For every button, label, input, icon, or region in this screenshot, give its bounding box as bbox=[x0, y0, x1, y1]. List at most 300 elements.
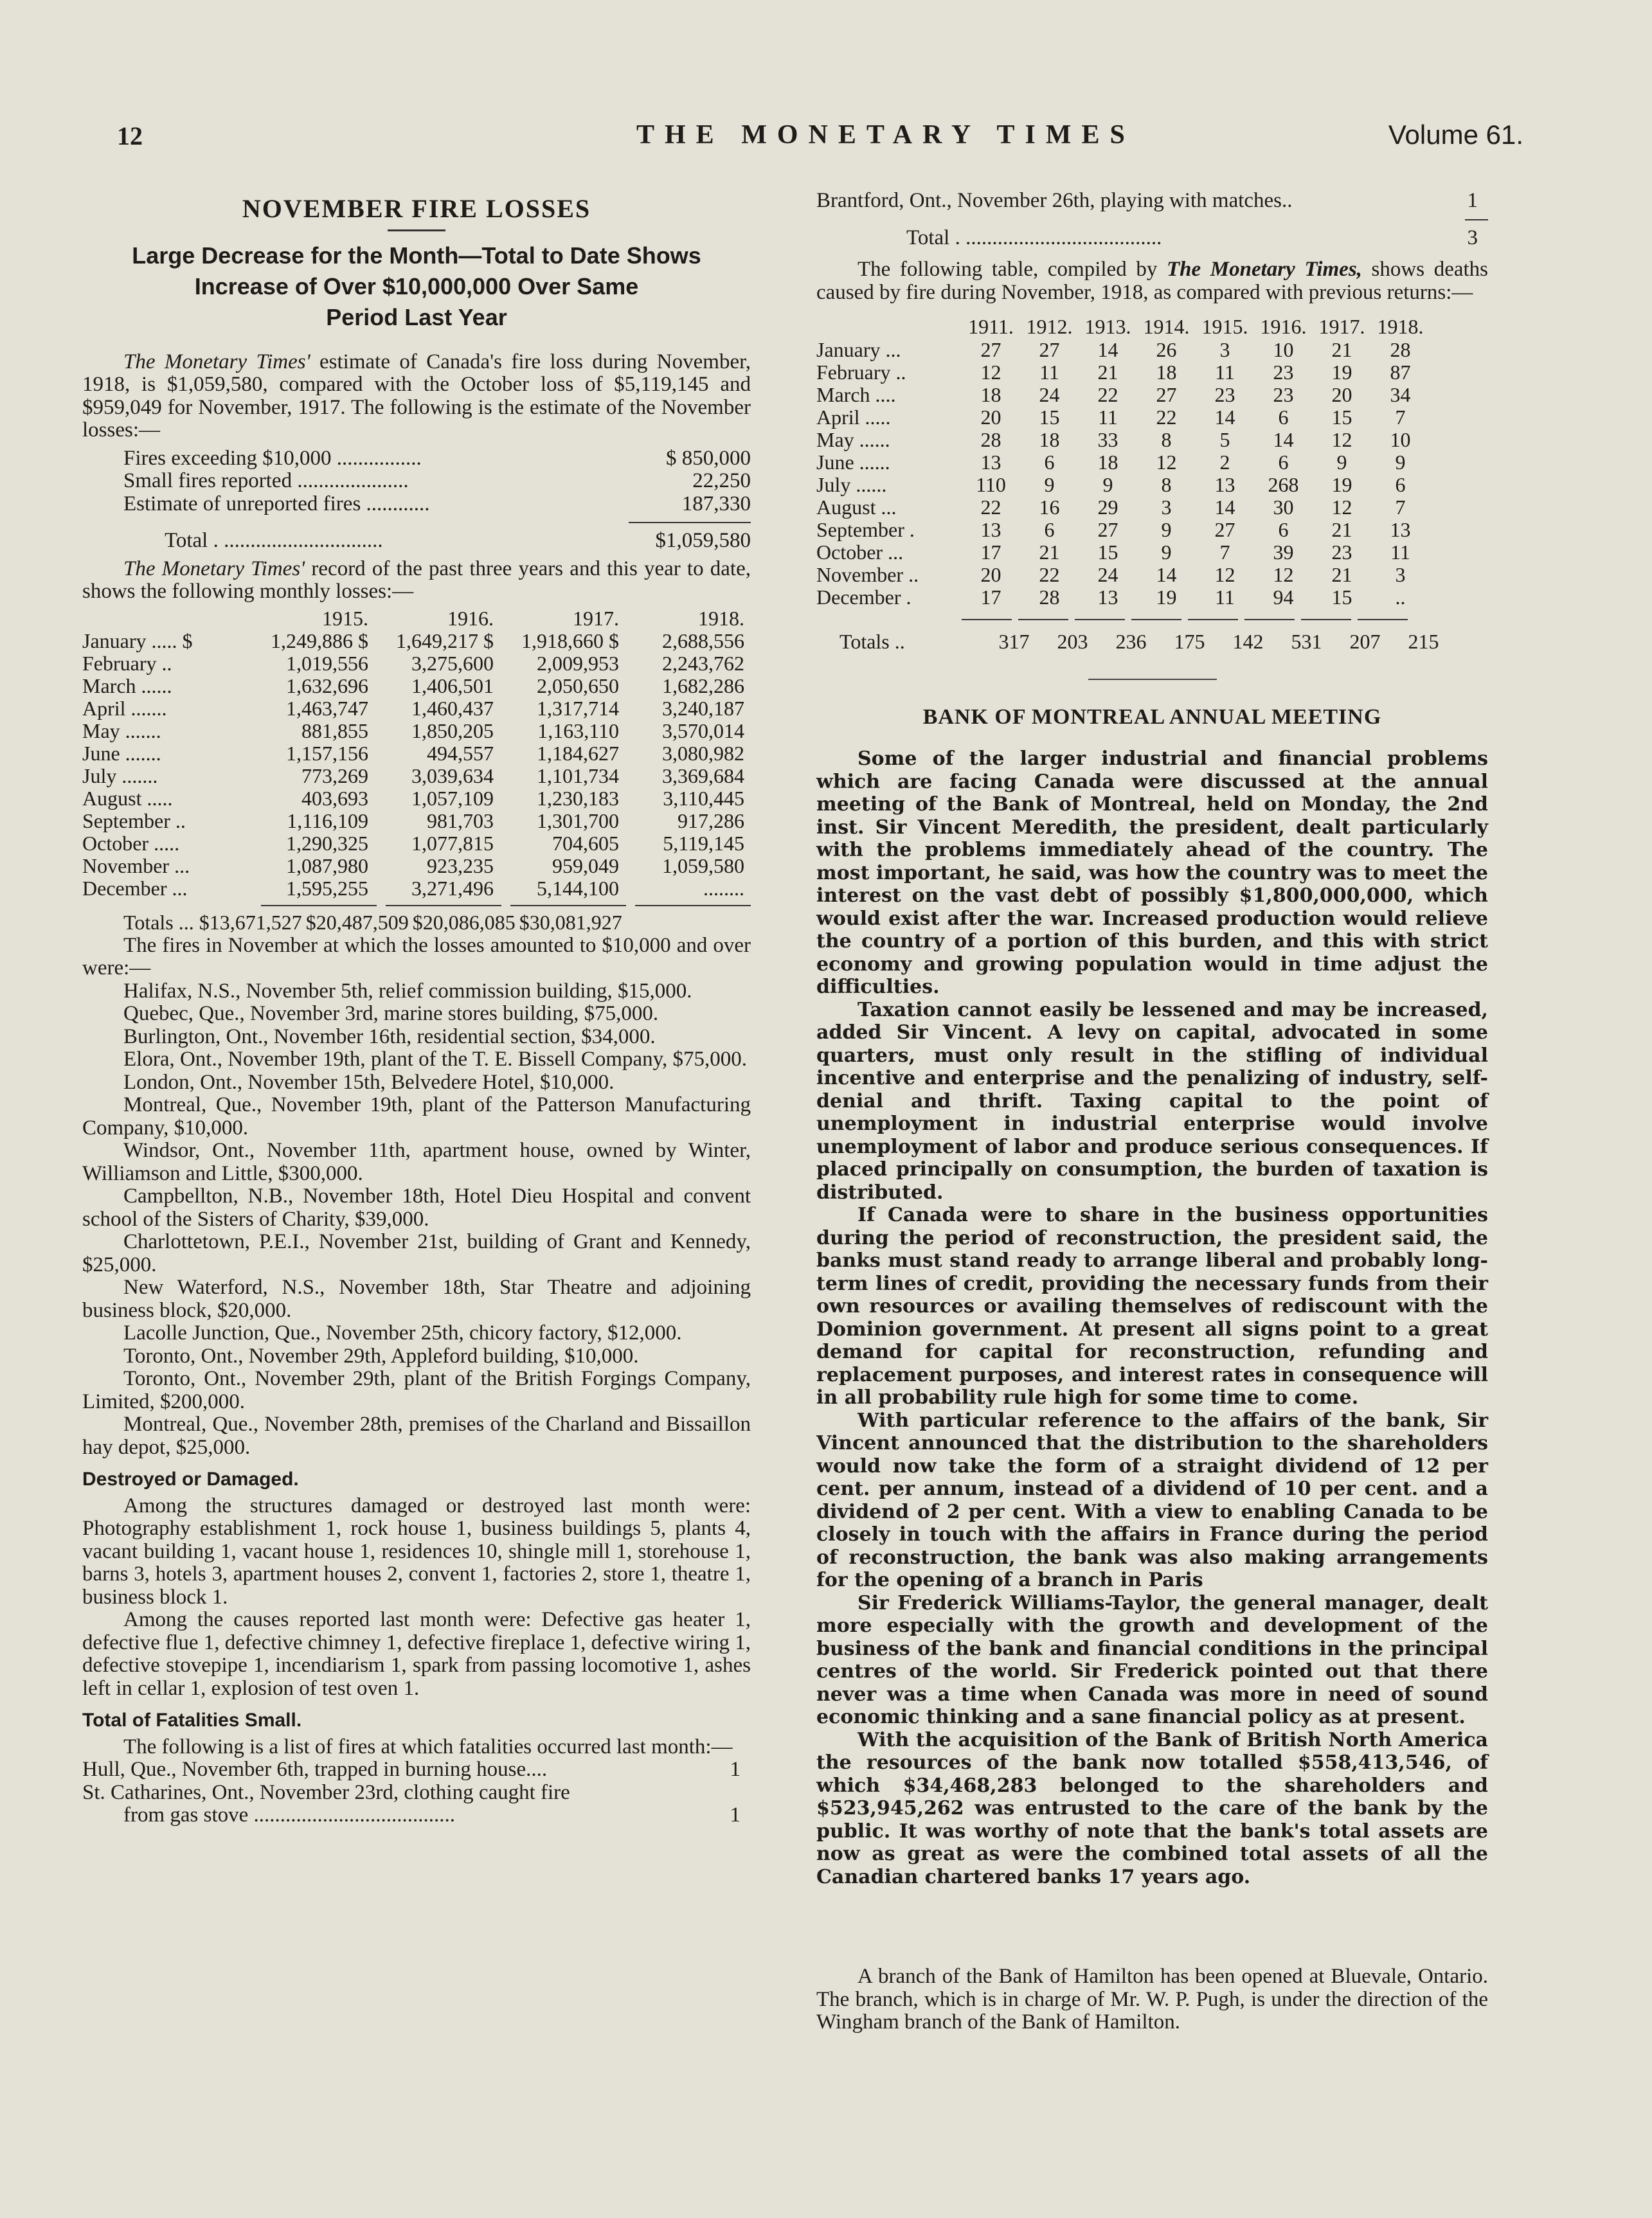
month-cell: October ..... bbox=[82, 832, 180, 855]
loss-cell: 3,275,600 bbox=[411, 652, 494, 675]
year-header: 1913. bbox=[1084, 315, 1131, 338]
loss-cell: 1,649,217 $ bbox=[396, 629, 494, 652]
deaths-cell: 3 bbox=[1219, 337, 1230, 361]
estimate-row bbox=[82, 470, 751, 493]
deaths-cell: 27 bbox=[1097, 517, 1118, 541]
loss-cell: 1,682,286 bbox=[662, 674, 744, 697]
deaths-cell: 15 bbox=[1097, 540, 1118, 564]
table-row bbox=[82, 720, 744, 742]
deaths-cell: 14 bbox=[1214, 405, 1235, 429]
deaths-cell: 22 bbox=[1156, 405, 1177, 429]
totals-value: 203 bbox=[1057, 629, 1088, 653]
loss-cell: 5,119,145 bbox=[663, 832, 744, 855]
deaths-cell: 3 bbox=[1161, 495, 1172, 519]
left-column bbox=[82, 190, 751, 1827]
loss-cell: 3,080,982 bbox=[662, 742, 744, 765]
fire-entry: Toronto, Ont., November 29th, plant of the British Forgings Company, Limited, $200,000. bbox=[82, 1367, 751, 1413]
hamilton-paragraph: A branch of the Bank of Hamilton has been opened at Bluevale, Ontario. The branch, which is in charge of Mr. W. P. Pugh, is under the direction of the Wingham branch of the Bank of Hamilton. bbox=[816, 1965, 1488, 2034]
table-header-row bbox=[816, 316, 1430, 339]
deaths-cell: 13 bbox=[1214, 472, 1235, 496]
total-rule bbox=[629, 522, 751, 523]
deaths-cell: 16 bbox=[1039, 495, 1060, 519]
rule bbox=[510, 905, 626, 906]
deaths-cell: 20 bbox=[980, 405, 1001, 429]
fatality-total-label: Total . ..................................... bbox=[906, 226, 1162, 249]
loss-cell: 1,406,501 bbox=[411, 674, 494, 697]
rule bbox=[261, 905, 377, 906]
month-cell: November .. bbox=[816, 562, 919, 586]
fire-entry: Montreal, Que., November 28th, premises of the Charland and Bissaillon hay depot, $25,000. bbox=[82, 1413, 751, 1459]
month-cell: January ... bbox=[816, 337, 901, 361]
deaths-cell: 15 bbox=[1039, 405, 1060, 429]
loss-cell: 2,243,762 bbox=[662, 652, 744, 675]
deaths-cell: 12 bbox=[1156, 450, 1177, 474]
deaths-cell: 268 bbox=[1268, 472, 1299, 496]
deaths-cell: 13 bbox=[980, 450, 1001, 474]
year-header: 1915. bbox=[322, 606, 368, 630]
deaths-cell: 11 bbox=[1215, 585, 1235, 609]
deaths-cell: 19 bbox=[1331, 472, 1352, 496]
masthead: THE MONETARY TIMES bbox=[636, 120, 1135, 150]
rule bbox=[1075, 619, 1125, 620]
deaths-cell: 6 bbox=[1044, 517, 1055, 541]
table-row bbox=[82, 765, 744, 787]
fatality-text: Brantford, Ont., November 26th, playing with matches.. bbox=[816, 189, 1293, 212]
deaths-cell: .. bbox=[1395, 585, 1406, 609]
deaths-cell: 21 bbox=[1331, 562, 1352, 586]
fire-entry: New Waterford, N.S., November 18th, Star Theatre and adjoining business block, $20,000. bbox=[82, 1276, 751, 1322]
deaths-cell: 14 bbox=[1097, 337, 1118, 361]
intro-text: The following table, compiled by bbox=[857, 258, 1167, 281]
totals-value: $20,487,509 bbox=[305, 911, 409, 934]
loss-cell: 959,049 bbox=[552, 854, 619, 877]
loss-cell: 1,087,980 bbox=[286, 854, 368, 877]
loss-cell: 1,249,886 $ bbox=[271, 629, 368, 652]
loss-cell: 403,693 bbox=[301, 787, 368, 810]
deaths-cell: 7 bbox=[1395, 495, 1406, 519]
running-header bbox=[84, 120, 1556, 158]
publication-name: The Monetary Times' bbox=[123, 350, 310, 373]
deaths-cell: 12 bbox=[1273, 562, 1294, 586]
deaths-cell: 30 bbox=[1273, 495, 1294, 519]
estimate-label: Fires exceeding $10,000 ................ bbox=[123, 446, 422, 470]
table-row bbox=[816, 406, 1430, 429]
rule bbox=[386, 905, 501, 906]
deaths-cell: 27 bbox=[1039, 337, 1060, 361]
month-cell: November ... bbox=[82, 854, 190, 877]
loss-cell: 1,632,696 bbox=[286, 674, 368, 697]
fire-entry: Halifax, N.S., November 5th, relief commission building, $15,000. bbox=[123, 979, 692, 1003]
deaths-cell: 13 bbox=[1097, 585, 1118, 609]
loss-cell: 1,230,183 bbox=[537, 787, 619, 810]
fire-entry: London, Ont., November 15th, Belvedere Hotel, $10,000. bbox=[123, 1070, 615, 1094]
deaths-cell: 14 bbox=[1156, 562, 1177, 586]
destroyed-paragraph: Among the structures damaged or destroyed last month were: Photography establishment 1, rock house 1, business buildings 5, plants 4, vacant building 1, vacant house 1, residences 10, shingle mill 1, storehouse 1, barns 3, hotels 3, apartment houses 2, convent 1, factories 2, store 1, theatre 1, business block 1. bbox=[82, 1494, 751, 1609]
section-divider bbox=[1088, 679, 1217, 680]
month-cell: April ..... bbox=[816, 405, 891, 429]
rule bbox=[1131, 619, 1181, 620]
table-row bbox=[82, 810, 744, 832]
year-header: 1911. bbox=[968, 315, 1014, 338]
deaths-cell: 17 bbox=[980, 540, 1001, 564]
deaths-cell: 87 bbox=[1390, 360, 1411, 384]
table-row bbox=[82, 697, 744, 720]
loss-cell: 3,110,445 bbox=[663, 787, 744, 810]
bank-article-body bbox=[816, 747, 1488, 1888]
fire-entry: Campbellton, N.B., November 18th, Hotel Dieu Hospital and convent school of the Sisters of Charity, $39,000. bbox=[82, 1185, 751, 1231]
deaths-cell: 12 bbox=[1331, 427, 1352, 451]
table-row bbox=[816, 564, 1430, 586]
totals-value: 215 bbox=[1408, 629, 1439, 653]
record-paragraph bbox=[82, 558, 751, 604]
loss-cell: 1,057,109 bbox=[411, 787, 494, 810]
loss-cell: 1,077,815 bbox=[411, 832, 494, 855]
loss-cell: 5,144,100 bbox=[537, 877, 619, 900]
article-subhead bbox=[82, 240, 751, 333]
bank-paragraph: Sir Frederick Williams-Taylor, the general manager, dealt more especially with the growth and development of the business of the bank and financial conditions in the principal centres of the world. Sir Frederick pointed out that there never was a time when Canada was more in need of sound economic thinking and a sane financial policy as at present. bbox=[816, 1591, 1488, 1728]
deaths-cell: 13 bbox=[980, 517, 1001, 541]
fatality-text: from gas stove ...................................... bbox=[123, 1803, 456, 1827]
deaths-cell: 9 bbox=[1336, 450, 1347, 474]
table-row bbox=[816, 541, 1430, 564]
rule bbox=[1465, 219, 1488, 220]
bank-paragraph: Taxation cannot easily be lessened and may be increased, added Sir Vincent. A levy on capital, advocated in some quarters, must only result in the stifling of individual incentive and enterprise and the penalizing of industry, self-denial and thrift. Taxing capital to the point of unemployment in industrial enterprise would involve unemployment of labor and produce serious consequences. If placed principally on consumption, the burden of taxation is distributed. bbox=[816, 998, 1488, 1204]
table-row bbox=[816, 496, 1430, 519]
totals-value: 236 bbox=[1115, 629, 1147, 653]
intro-paragraph bbox=[82, 351, 751, 442]
loss-totals-row bbox=[82, 911, 751, 935]
month-cell: February .. bbox=[816, 360, 906, 384]
table-row bbox=[816, 474, 1430, 496]
page-number: 12 bbox=[117, 121, 143, 150]
month-cell: June ....... bbox=[82, 742, 161, 765]
totals-value: $20,086,085 bbox=[412, 911, 516, 934]
fire-entry: Burlington, Ont., November 16th, residential section, $34,000. bbox=[123, 1024, 656, 1048]
deaths-cell: 12 bbox=[1331, 495, 1352, 519]
loss-cell: 1,290,325 bbox=[286, 832, 368, 855]
table-row bbox=[82, 630, 744, 652]
subhead-line: Period Last Year bbox=[326, 303, 507, 330]
fire-entry: Windsor, Ont., November 11th, apartment house, owned by Winter, Williamson and Little, $300,000. bbox=[82, 1139, 751, 1185]
month-cell: January ..... $ bbox=[82, 629, 193, 652]
rule bbox=[635, 905, 751, 906]
table-row bbox=[82, 742, 744, 765]
estimate-value: 187,330 bbox=[681, 492, 751, 515]
fatality-count: 1 bbox=[730, 1758, 741, 1781]
month-cell: February .. bbox=[82, 652, 172, 675]
loss-cell: 923,235 bbox=[427, 854, 494, 877]
deaths-cell: 8 bbox=[1161, 427, 1172, 451]
deaths-cell: 9 bbox=[1395, 450, 1406, 474]
deaths-cell: 94 bbox=[1273, 585, 1294, 609]
death-totals bbox=[816, 631, 1453, 653]
deaths-cell: 6 bbox=[1278, 405, 1289, 429]
article-title: NOVEMBER FIRE LOSSES bbox=[242, 194, 591, 223]
loss-cell: 1,301,700 bbox=[537, 809, 619, 832]
fire-entry: Quebec, Que., November 3rd, marine stores building, $75,000. bbox=[123, 1002, 659, 1025]
bank-paragraph: If Canada were to share in the business opportunities during the period of reconstruction, the president said, the banks must stand ready to arrange liberal and probably long-term lines of credit, providing the necessary funds from their own resources or availing themselves of rediscount with the Dominion government. At present all signs point to a great demand for capital for reconstruction, refunding and replacement purposes, and interest rates in consequence will in all probability rule high for some time to come. bbox=[816, 1204, 1488, 1409]
death-totals-rules bbox=[962, 619, 1488, 620]
deaths-cell: 6 bbox=[1278, 517, 1289, 541]
loss-cell: 1,019,556 bbox=[286, 652, 368, 675]
month-cell: October ... bbox=[816, 540, 904, 564]
intro-text: shows deaths caused by fire during November, 1918, as compared with previous returns:— bbox=[816, 258, 1489, 304]
loss-cell: 3,240,187 bbox=[662, 697, 744, 720]
loss-cell: 773,269 bbox=[301, 764, 368, 787]
fatality-text: Hull, Que., November 6th, trapped in burning house.... bbox=[82, 1758, 548, 1781]
subhead-line: Large Decrease for the Month—Total to Date Shows bbox=[132, 242, 701, 269]
deaths-cell: 7 bbox=[1219, 540, 1230, 564]
rule bbox=[1188, 619, 1238, 620]
table-row bbox=[82, 832, 744, 855]
month-cell: August ..... bbox=[82, 787, 173, 810]
loss-cell: 2,688,556 bbox=[662, 629, 744, 652]
totals-value: 142 bbox=[1232, 629, 1264, 653]
table-row bbox=[816, 586, 1430, 609]
fatality-row bbox=[816, 190, 1488, 213]
deaths-cell: 34 bbox=[1390, 382, 1411, 406]
deaths-cell: 11 bbox=[1390, 540, 1410, 564]
deaths-cell: 12 bbox=[1214, 562, 1235, 586]
fatality-text: St. Catharines, Ont., November 23rd, clothing caught fire bbox=[82, 1780, 570, 1804]
intro-text: estimate of Canada's fire loss during November, 1918, is $1,059,580, compared with the October loss of $5,119,145 and $959,049 for November, 1917. The following is the estimate of the November losses:— bbox=[82, 350, 751, 442]
loss-cell: 1,163,110 bbox=[537, 719, 619, 742]
fatality-count: 1 bbox=[730, 1803, 741, 1827]
rule bbox=[1301, 619, 1351, 620]
loss-cell: 3,570,014 bbox=[662, 719, 744, 742]
deaths-cell: 6 bbox=[1395, 472, 1406, 496]
deaths-cell: 110 bbox=[976, 472, 1006, 496]
deaths-cell: 14 bbox=[1273, 427, 1294, 451]
deaths-cell: 21 bbox=[1331, 517, 1352, 541]
estimate-value: 22,250 bbox=[692, 469, 751, 492]
rule bbox=[1358, 619, 1408, 620]
fire-entry: Charlottetown, P.E.I., November 21st, building of Grant and Kennedy, $25,000. bbox=[82, 1230, 751, 1276]
deaths-cell: 2 bbox=[1219, 450, 1230, 474]
totals-value: 531 bbox=[1291, 629, 1322, 653]
deaths-cell: 23 bbox=[1273, 382, 1294, 406]
table-row bbox=[82, 877, 744, 900]
spacer bbox=[816, 1888, 1488, 1965]
deaths-cell: 21 bbox=[1039, 540, 1060, 564]
month-cell: September . bbox=[816, 517, 915, 541]
year-header: 1915. bbox=[1201, 315, 1248, 338]
year-header: 1916. bbox=[1260, 315, 1307, 338]
month-cell: March ...... bbox=[82, 674, 172, 697]
month-cell: May ....... bbox=[82, 719, 161, 742]
deaths-cell: 7 bbox=[1395, 405, 1406, 429]
fatality-row-cont bbox=[82, 1804, 751, 1827]
estimate-row bbox=[82, 493, 751, 516]
deaths-cell: 11 bbox=[1098, 405, 1118, 429]
year-header: 1912. bbox=[1026, 315, 1073, 338]
fatality-total-row bbox=[816, 227, 1488, 250]
bank-paragraph: Some of the larger industrial and financial problems which are facing Canada were discussed at the annual meeting of the Bank of Montreal, held on Monday, the 2nd inst. Sir Vincent Meredith, the president, dealt particularly with the problems immediately ahead of the country. The most important, he said, was how the country was to meet the interest on the vast debt of possibly $1,800,000,000, which would exist after the war. Increased production would relieve the country of a portion of this burden, and this with strict economy and growing population would in time adjust the difficulties. bbox=[816, 747, 1488, 998]
loss-cell: 1,463,747 bbox=[286, 697, 368, 720]
loss-cell: 494,557 bbox=[427, 742, 494, 765]
loss-cell: 3,369,684 bbox=[662, 764, 744, 787]
month-cell: March .... bbox=[816, 382, 896, 406]
deaths-cell: 18 bbox=[980, 382, 1001, 406]
estimate-value: $ 850,000 bbox=[666, 446, 751, 470]
totals-value: 207 bbox=[1349, 629, 1381, 653]
deaths-cell: 27 bbox=[1156, 382, 1177, 406]
deaths-cell: 10 bbox=[1390, 427, 1411, 451]
deaths-cell: 18 bbox=[1097, 450, 1118, 474]
month-cell: June ...... bbox=[816, 450, 890, 474]
month-cell: August ... bbox=[816, 495, 897, 519]
loss-cell: 704,605 bbox=[552, 832, 619, 855]
totals-value: 175 bbox=[1174, 629, 1205, 653]
table-row bbox=[816, 519, 1430, 541]
bank-paragraph: With particular reference to the affairs of the bank, Sir Vincent announced that the distribution to the shareholders would now take the form of a straight dividend of 12 per cent. per annum, instead of a dividend of 10 per cent. and a dividend of 2 per cent. With a view to enabling Canada to be closely in touch with the affairs in France during the period of reconstruction, the bank was also making arrangements for the opening of a branch in Paris bbox=[816, 1409, 1488, 1591]
rule bbox=[1018, 619, 1068, 620]
deaths-cell: 20 bbox=[980, 562, 1001, 586]
year-header: 1918. bbox=[698, 606, 744, 630]
loss-cell: 1,116,109 bbox=[287, 809, 368, 832]
deaths-cell: 6 bbox=[1278, 450, 1289, 474]
year-header: 1916. bbox=[447, 606, 494, 630]
deaths-cell: 19 bbox=[1331, 360, 1352, 384]
loss-cell: 1,595,255 bbox=[286, 877, 368, 900]
totals-label: Totals ... $13,671,527 bbox=[123, 911, 302, 934]
totals-label: Totals .. bbox=[839, 629, 905, 653]
bank-article-title: BANK OF MONTREAL ANNUAL MEETING bbox=[922, 704, 1382, 729]
estimate-label: Small fires reported ..................... bbox=[123, 469, 409, 492]
table-row bbox=[82, 675, 744, 697]
year-header: 1914. bbox=[1143, 315, 1190, 338]
deaths-cell: 39 bbox=[1273, 540, 1294, 564]
estimate-label: Estimate of unreported fires ............ bbox=[123, 492, 430, 515]
estimate-total-row bbox=[82, 530, 751, 553]
deaths-cell: 8 bbox=[1161, 472, 1172, 496]
deaths-cell: 11 bbox=[1039, 360, 1059, 384]
loss-cell: 1,918,660 $ bbox=[521, 629, 619, 652]
table-row bbox=[82, 855, 744, 877]
loss-cell: 1,059,580 bbox=[662, 854, 744, 877]
totals-value: $30,081,927 bbox=[519, 911, 622, 934]
fire-deaths-table bbox=[816, 316, 1430, 609]
loss-cell: 3,271,496 bbox=[411, 877, 494, 900]
deaths-cell: 9 bbox=[1102, 472, 1113, 496]
deaths-cell: 33 bbox=[1097, 427, 1118, 451]
fatality-row bbox=[82, 1758, 751, 1782]
deaths-cell: 22 bbox=[1097, 382, 1118, 406]
publication-name: The Monetary Times' bbox=[123, 557, 305, 580]
fire-entry: Montreal, Que., November 19th, plant of the Patterson Manufacturing Company, $10,000. bbox=[82, 1093, 751, 1140]
deaths-cell: 18 bbox=[1156, 360, 1177, 384]
deaths-cell: 21 bbox=[1331, 337, 1352, 361]
deaths-cell: 29 bbox=[1097, 495, 1118, 519]
deaths-cell: 22 bbox=[1039, 562, 1060, 586]
causes-paragraph: Among the causes reported last month were: Defective gas heater 1, defective flue 1, defective chimney 1, defective fireplace 1, defective wiring 1, defective stovepipe 1, incendiarism 1, spark from passing locomotive 1, ashes left in cellar 1, explosion of test oven 1. bbox=[82, 1608, 751, 1700]
year-header: 1917. bbox=[573, 606, 619, 630]
section-head-fatalities: Total of Fatalities Small. bbox=[82, 1710, 302, 1731]
loss-cell: ........ bbox=[703, 877, 744, 900]
deaths-cell: 10 bbox=[1273, 337, 1294, 361]
monthly-loss-table bbox=[82, 607, 744, 900]
table-row bbox=[816, 451, 1430, 474]
table-row bbox=[816, 429, 1430, 451]
table-row bbox=[82, 787, 744, 810]
fire-entry: Lacolle Junction, Que., November 25th, chicory factory, $12,000. bbox=[123, 1321, 682, 1345]
deaths-cell: 28 bbox=[1039, 585, 1060, 609]
record-text: record of the past three years and this year to date, shows the following monthly losses:— bbox=[82, 557, 751, 603]
loss-cell: 881,855 bbox=[301, 719, 368, 742]
loss-cell: 3,039,634 bbox=[411, 764, 494, 787]
deaths-cell: 15 bbox=[1331, 585, 1352, 609]
month-cell: May ...... bbox=[816, 427, 890, 451]
deaths-cell: 21 bbox=[1097, 360, 1118, 384]
loss-cell: 1,460,437 bbox=[411, 697, 494, 720]
rule bbox=[962, 619, 1012, 620]
bank-paragraph: With the acquisition of the Bank of British North America the resources of the bank now totalled $558,413,546, of which $34,468,283 belonged to the shareholders and $523,945,262 was entrusted to the care of the bank by the public. It was worthy of note that the bank's total assets are now as great as were the combined total assets of all the Canadian chartered banks 17 years ago. bbox=[816, 1728, 1488, 1888]
loss-cell: 917,286 bbox=[678, 809, 744, 832]
month-cell: December ... bbox=[82, 877, 188, 900]
fatality-count: 1 bbox=[1467, 189, 1478, 212]
deaths-cell: 12 bbox=[980, 360, 1001, 384]
fires-list bbox=[82, 980, 751, 1460]
totals-rules bbox=[82, 905, 751, 906]
table-row bbox=[816, 339, 1430, 361]
deaths-cell: 9 bbox=[1161, 517, 1172, 541]
month-cell: April ....... bbox=[82, 697, 167, 720]
deaths-cell: 22 bbox=[980, 495, 1001, 519]
deaths-cell: 6 bbox=[1044, 450, 1055, 474]
month-cell: September .. bbox=[82, 809, 186, 832]
loss-cell: 2,050,650 bbox=[537, 674, 619, 697]
table-row bbox=[816, 631, 1453, 653]
deaths-cell: 20 bbox=[1331, 382, 1352, 406]
deaths-cell: 15 bbox=[1331, 405, 1352, 429]
title-rule bbox=[388, 229, 445, 231]
deaths-cell: 26 bbox=[1156, 337, 1177, 361]
deaths-cell: 17 bbox=[980, 585, 1001, 609]
fire-entry: Toronto, Ont., November 29th, Appleford building, $10,000. bbox=[123, 1344, 639, 1368]
fire-entry: Elora, Ont., November 19th, plant of the T. E. Bissell Company, $75,000. bbox=[123, 1048, 748, 1071]
deaths-cell: 23 bbox=[1214, 382, 1235, 406]
fatalities-intro: The following is a list of fires at which fatalities occurred last month:— bbox=[123, 1735, 733, 1758]
right-column bbox=[816, 190, 1488, 2034]
deaths-cell: 9 bbox=[1044, 472, 1055, 496]
loss-cell: 1,317,714 bbox=[537, 697, 619, 720]
deaths-cell: 24 bbox=[1039, 382, 1060, 406]
fatality-row bbox=[82, 1782, 751, 1805]
deaths-cell: 27 bbox=[1214, 517, 1235, 541]
deaths-cell: 28 bbox=[980, 427, 1001, 451]
loss-cell: 1,101,734 bbox=[537, 764, 619, 787]
loss-cell: 1,157,156 bbox=[286, 742, 368, 765]
deaths-cell: 14 bbox=[1214, 495, 1235, 519]
table-row bbox=[816, 384, 1430, 406]
totals-value: 317 bbox=[998, 629, 1030, 653]
fires-intro: The fires in November at which the losses amounted to $10,000 and over were:— bbox=[82, 933, 751, 979]
table-header-row bbox=[82, 607, 744, 631]
month-cell: July ....... bbox=[82, 764, 158, 787]
deaths-cell: 24 bbox=[1097, 562, 1118, 586]
section-head-destroyed: Destroyed or Damaged. bbox=[82, 1469, 299, 1490]
rule bbox=[1244, 619, 1295, 620]
loss-cell: 981,703 bbox=[427, 809, 494, 832]
deaths-cell: 11 bbox=[1215, 360, 1235, 384]
deaths-cell: 23 bbox=[1273, 360, 1294, 384]
year-header: 1917. bbox=[1318, 315, 1365, 338]
year-header: 1918. bbox=[1377, 315, 1424, 338]
deaths-cell: 13 bbox=[1390, 517, 1411, 541]
deaths-intro bbox=[816, 258, 1488, 304]
month-cell: December . bbox=[816, 585, 911, 609]
deaths-cell: 5 bbox=[1219, 427, 1230, 451]
